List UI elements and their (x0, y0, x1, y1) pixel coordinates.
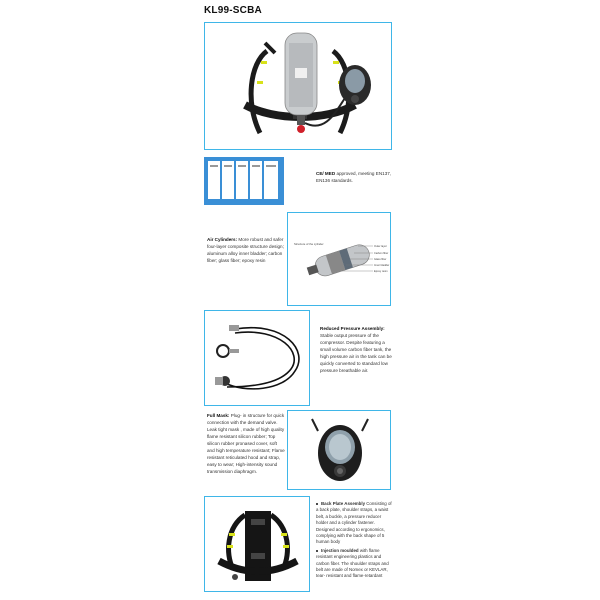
diagram-label-inner: Inner bladder (374, 264, 390, 267)
regulator-illustration (205, 311, 310, 406)
back-plate-illustration (205, 497, 310, 592)
diagram-label-carbon: Carbon fiber (374, 252, 389, 255)
mask-photo-frame (287, 410, 391, 490)
regulator-frame (204, 310, 310, 406)
full-mask-body: Plug- in structure for quick connection with the demand valve. Leak tight mask , made of high quality flame resistant silicon rubber; Top silicon rubber pronased cover, soft and high temperature resistant; Flame resistant reticulated hood and strap, easy to wear; High-intensity sound transmission diaphragm. (207, 413, 285, 474)
back-plate-body: Consisting of a back plate, shoulder straps, a waist belt, a buckle, a pressure reducer holder and a cylinder fastener. Designed according to ergonomics, complying with the back shape of 5 human body (316, 501, 392, 545)
cylinder-diagram-frame (287, 212, 391, 306)
back-plate-heading: Back Plate Assembly (321, 501, 366, 506)
back-plate-bullets (316, 501, 394, 580)
certificates-body: approved, meeting EN137, EN136 standards. (316, 171, 392, 183)
hero-photo-frame (204, 22, 392, 150)
diagram-label-epoxy: Epoxy resin (374, 270, 388, 273)
scba-hero-illustration (205, 23, 392, 150)
full-mask-heading: Full Mask: (207, 413, 230, 418)
air-cylinders-text (207, 236, 285, 264)
page-title: KL99-SCBA (204, 5, 262, 16)
cylinder-structure-diagram (288, 213, 391, 306)
full-mask-illustration (288, 411, 391, 490)
full-mask-text (207, 412, 285, 475)
air-cylinders-heading: Air Cylinders: (207, 237, 238, 242)
injection-body: with flame resistant engineering plastics and carbon fiber. The shoulder straps and belt are made of Nomex or KEVLAR, tear- resistant and flame-retardant (316, 547, 389, 579)
certificates-heading: CE/ MED (316, 171, 336, 176)
reduced-pressure-heading: Reduced Pressure Assembly: (320, 326, 385, 331)
back-plate-bullet (316, 501, 394, 546)
bullet-dot-icon (316, 503, 318, 505)
diagram-label-glass: Glass fiber (374, 258, 387, 261)
injection-bullet (316, 548, 394, 580)
back-plate-frame (204, 496, 310, 592)
injection-heading: Injection moulded (321, 547, 359, 553)
reduced-pressure-text (320, 325, 392, 374)
diagram-label-title: Structure of the cylinder (294, 242, 324, 246)
air-cylinders-body: More robust and safer four-layer composite structure design; aluminum alloy inner bladder; carbon fiber; glass fiber; epoxy resin (207, 237, 284, 263)
diagram-label-outer: Outer layer (374, 245, 387, 248)
certificates-text (316, 170, 396, 184)
certificates-frame (204, 155, 284, 207)
bullet-dot-icon (316, 550, 318, 552)
certificates-illustration (204, 155, 284, 207)
reduced-pressure-body: Stable output pressure of the compressor. Despite featuring a small volume carbon fiber tank, the high pressure air in the tank can be quickly converted to standard low pressure breathable air. (320, 333, 392, 373)
